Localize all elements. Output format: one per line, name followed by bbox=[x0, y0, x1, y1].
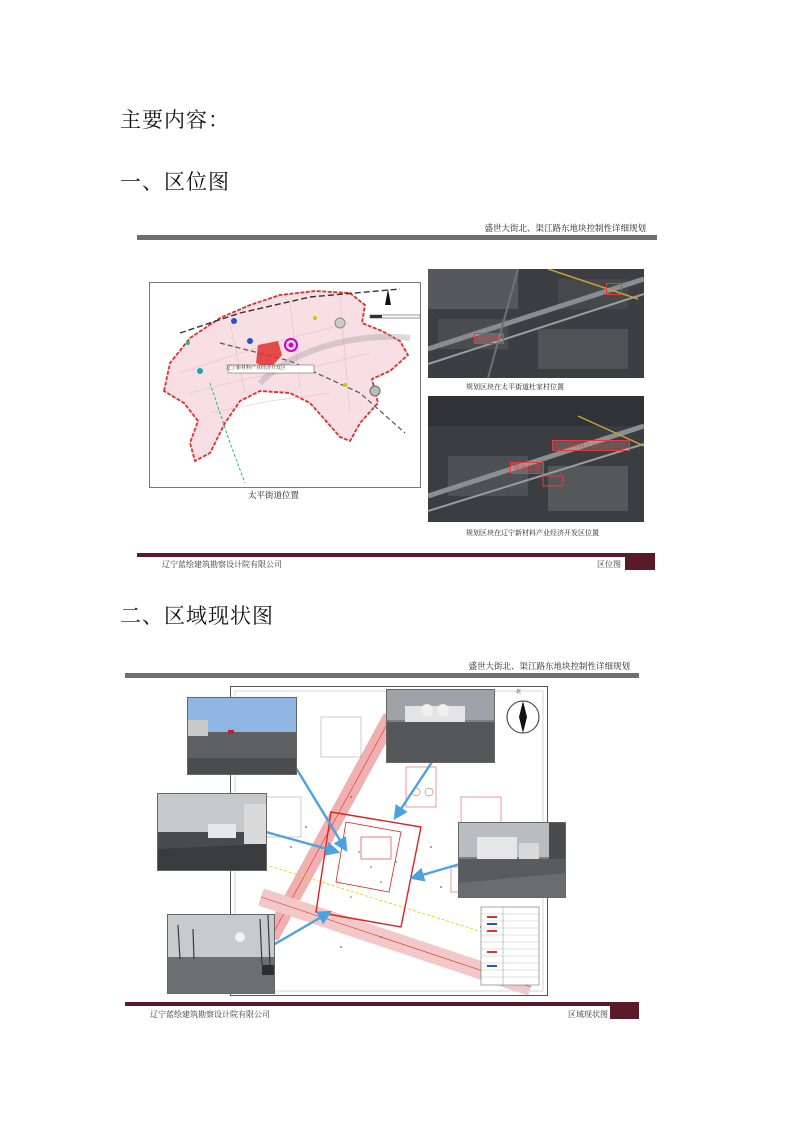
site-photo-2 bbox=[157, 793, 267, 871]
site-photo-4-graphic bbox=[387, 690, 494, 762]
arrow-photo2 bbox=[266, 832, 338, 852]
panel2-footer-label: 区域现状图 bbox=[568, 1010, 608, 1019]
sat2-zone-tag: 辽宁新材料产业经济开发区 bbox=[552, 440, 630, 451]
zone-map-label: 辽宁新材料产业经济开发区 bbox=[226, 365, 287, 371]
sat1-caption: 规划区块在太平街道杜家村位置 bbox=[466, 383, 564, 391]
map-caption: 太平街道位置 bbox=[248, 491, 300, 501]
sat2-site-tag: 规划位置 bbox=[510, 462, 544, 474]
arrow-photo3 bbox=[268, 912, 330, 948]
arrow-photo4 bbox=[395, 762, 432, 818]
section2-title: 二、区域现状图 bbox=[120, 604, 274, 628]
site-photo-5 bbox=[458, 822, 566, 898]
panel1-footer-company: 辽宁蓝绘建筑勘察设计院有限公司 bbox=[162, 560, 282, 569]
site-photo-2-graphic bbox=[158, 794, 266, 870]
panel2-footer-bar bbox=[125, 1002, 639, 1006]
main-heading: 主要内容： bbox=[120, 108, 230, 132]
survey-compass-label: 北 bbox=[516, 689, 522, 695]
section1-title: 一、区位图 bbox=[120, 170, 230, 194]
site-photo-1 bbox=[187, 697, 297, 775]
site-photo-4 bbox=[386, 689, 495, 763]
sat1-site-tag: 规划位置 bbox=[474, 333, 504, 344]
panel2-project-title: 盛世大街北、渠江路东地块控制性详细规划 bbox=[468, 662, 630, 672]
site-photo-3 bbox=[167, 914, 275, 994]
panel2-footer-company: 辽宁蓝绘建筑勘察设计院有限公司 bbox=[150, 1010, 270, 1019]
panel1-project-title: 盛世大街北、渠江路东地块控制性详细规划 bbox=[484, 224, 646, 234]
panel1-footer-label: 区位图 bbox=[597, 560, 621, 569]
site-photo-1-graphic bbox=[188, 698, 296, 774]
arrow-photo5 bbox=[412, 864, 460, 878]
site-photo-3-graphic bbox=[168, 915, 274, 993]
sat2-caption: 规划区块在辽宁新材料产业经济开发区位置 bbox=[466, 529, 599, 537]
site-photo-5-graphic bbox=[459, 823, 565, 897]
panel2-footer-tab bbox=[610, 1005, 639, 1019]
arrow-photo1 bbox=[296, 768, 346, 850]
